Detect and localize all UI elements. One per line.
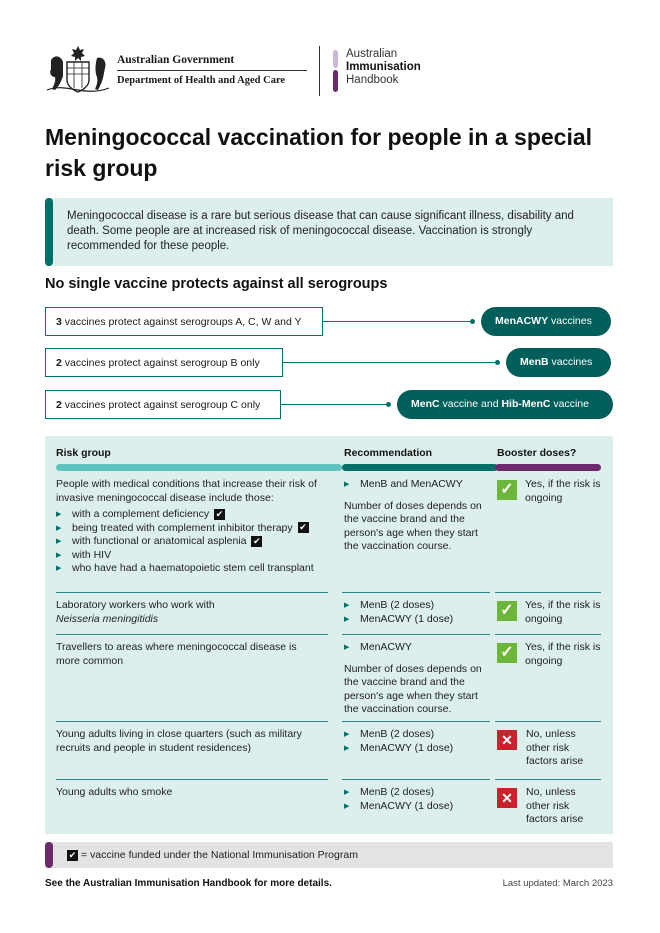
row-divider: [342, 721, 490, 722]
intro-accent-bar: [45, 198, 53, 266]
risk-intro: People with medical conditions that increase their risk of invasive meningococcal disease include those:: [56, 478, 317, 504]
vaccine-count: 2: [56, 357, 62, 369]
legend-text: = vaccine funded under the National Immunisation Program: [81, 849, 358, 861]
handbook-logo: [333, 48, 453, 98]
table-row-5-risk: Young adults who smoke: [56, 786, 173, 798]
table-row-4-rec: [344, 728, 492, 755]
rec-item: ▶ MenB (2 doses): [344, 786, 492, 800]
connector-dot: [386, 402, 391, 407]
risk-item-text: being treated with complement inhibitor therapy: [72, 521, 293, 534]
vaccine-desc-text: vaccines protect against serogroup B only: [61, 357, 260, 369]
header-bar-risk: [56, 464, 342, 471]
check-icon: ✓: [497, 480, 517, 500]
vaccine-pill-menb: [506, 348, 611, 377]
pill-suffix-2: vaccine: [550, 398, 589, 410]
pill-name: MenACWY: [495, 315, 549, 327]
footer-note: See the Australian Immunisation Handbook for more details.: [45, 878, 332, 889]
row-divider: [495, 779, 601, 780]
table-row-3-rec: [344, 641, 492, 717]
header-booster: Booster doses?: [497, 447, 577, 459]
risk-item: [56, 522, 328, 536]
page-title: Meningococcal vaccination for people in a special risk group: [45, 124, 593, 181]
vaccine-desc-b: [45, 348, 283, 377]
pill-suffix: vaccines: [548, 356, 593, 368]
legend: [67, 849, 358, 861]
row-divider: [56, 592, 328, 593]
table-row-1-risk: [56, 478, 328, 576]
row-divider: [56, 721, 328, 722]
table-row-1-booster: Yes, if the risk is ongoing: [525, 478, 601, 504]
row-divider: [495, 592, 601, 593]
table-row-2-rec: [344, 599, 492, 626]
table-row-5-booster: No, unless other risk factors arise: [526, 786, 584, 825]
risk-table: [45, 436, 613, 834]
pill-name-2: Hib-MenC: [501, 398, 551, 410]
handbook-line3: Handbook: [346, 74, 399, 86]
intro-text: Meningococcal disease is a rare but serious disease that can cause significant illness, disability and death. Some people are at increased risk of meningococcal disease. Vaccination is strongly recommended for these people.: [67, 210, 574, 252]
risk-item-text: with HIV: [72, 548, 112, 561]
risk-item-text: with functional or anatomical asplenia: [72, 535, 247, 547]
vaccine-pill-menc: [397, 390, 613, 419]
risk-item: [56, 535, 328, 549]
gov-name: Australian Government: [117, 54, 307, 71]
rec-item: ▶ MenB and MenACWY: [344, 478, 492, 492]
handbook-line1: Australian: [346, 48, 398, 60]
rec-item: ▶ MenB (2 doses): [344, 728, 492, 742]
connector-line: [281, 404, 389, 405]
table-row-5-rec: [344, 786, 492, 813]
risk-item-text: with a complement deficiency: [72, 508, 210, 520]
pill-name: MenC: [411, 398, 440, 410]
header-risk-group: Risk group: [56, 447, 111, 459]
rec-note: Number of doses depends on the vaccine brand and the person's age when they start the vaccination course.: [344, 499, 482, 552]
vaccine-desc-acwy: [45, 307, 323, 336]
last-updated: Last updated: March 2023: [502, 878, 613, 889]
check-icon: ✓: [497, 601, 517, 621]
rec-item: ▶ MenACWY: [344, 641, 492, 655]
table-row-3-booster: Yes, if the risk is ongoing: [525, 641, 601, 667]
risk-item: [56, 562, 328, 576]
check-icon: ✓: [497, 643, 517, 663]
serogroup-heading: No single vaccine protects against all serogroups: [45, 276, 388, 292]
cross-icon: ✕: [497, 730, 517, 750]
rec-note: Number of doses depends on the vaccine brand and the person's age when they start the vaccination course.: [344, 662, 482, 715]
row-divider: [342, 779, 490, 780]
connector-line: [323, 321, 473, 322]
vaccine-desc-text: vaccines protect against serogroups A, C, W and Y: [61, 316, 302, 328]
table-row-4-risk: Young adults living in close quarters (such as military recruits and people in student residences): [56, 728, 302, 754]
header-divider: [319, 46, 320, 96]
row-divider: [495, 721, 601, 722]
pill-suffix: vaccines: [548, 315, 592, 327]
connector-dot: [470, 319, 475, 324]
vaccine-count: 3: [56, 316, 62, 328]
funded-tick-icon: ✔: [68, 849, 77, 860]
pill-suffix: vaccine and: [439, 398, 502, 410]
funded-tick-icon: ✔: [253, 535, 261, 546]
table-row-2-risk: [56, 599, 328, 626]
table-row-1-rec: [344, 478, 492, 554]
rec-item: ▶ MenB (2 doses): [344, 599, 492, 613]
rec-item: ▶ MenACWY (1 dose): [344, 613, 492, 627]
header-bar-booster: [495, 464, 601, 471]
government-wordmark: [117, 54, 307, 86]
table-row-3-risk: Travellers to areas where meningococcal disease is more common: [56, 641, 297, 667]
row-divider: [495, 634, 601, 635]
intro-box: [45, 198, 613, 266]
header-bar-rec: [342, 464, 498, 471]
header-recommendation: Recommendation: [344, 447, 433, 459]
risk-line1: Laboratory workers who work with: [56, 599, 215, 611]
vaccine-desc-c: [45, 390, 281, 419]
connector-line: [283, 362, 498, 363]
department-name: Department of Health and Aged Care: [117, 75, 286, 86]
risk-item: [56, 508, 328, 522]
cross-icon: ✕: [497, 788, 517, 808]
vaccine-desc-text: vaccines protect against serogroup C only: [61, 399, 261, 411]
row-divider: [342, 634, 490, 635]
handbook-line2: Immunisation: [346, 61, 421, 73]
row-divider: [342, 592, 490, 593]
connector-dot: [495, 360, 500, 365]
legend-box: [45, 842, 613, 868]
handbook-bar-light: [333, 50, 338, 68]
row-divider: [56, 779, 328, 780]
page-header: [45, 40, 465, 100]
funded-tick-icon: ✔: [215, 508, 224, 519]
table-row-4-booster: No, unless other risk factors arise: [526, 728, 584, 767]
risk-line2: Neisseria meningitidis: [56, 612, 159, 625]
vaccine-pill-menacwy: [481, 307, 611, 336]
risk-item: [56, 549, 328, 563]
vaccine-count: 2: [56, 399, 62, 411]
coat-of-arms-icon: [45, 44, 111, 94]
handbook-bar-dark: [333, 70, 338, 92]
table-row-2-booster: Yes, if the risk is ongoing: [525, 599, 601, 625]
rec-item: ▶ MenACWY (1 dose): [344, 800, 492, 814]
rec-item: ▶ MenACWY (1 dose): [344, 742, 492, 756]
risk-item-text: who have had a haematopoietic stem cell transplant: [72, 562, 314, 574]
funded-tick-icon: ✔: [299, 522, 307, 533]
pill-name: MenB: [520, 356, 549, 368]
legend-accent-bar: [45, 842, 53, 868]
row-divider: [56, 634, 328, 635]
